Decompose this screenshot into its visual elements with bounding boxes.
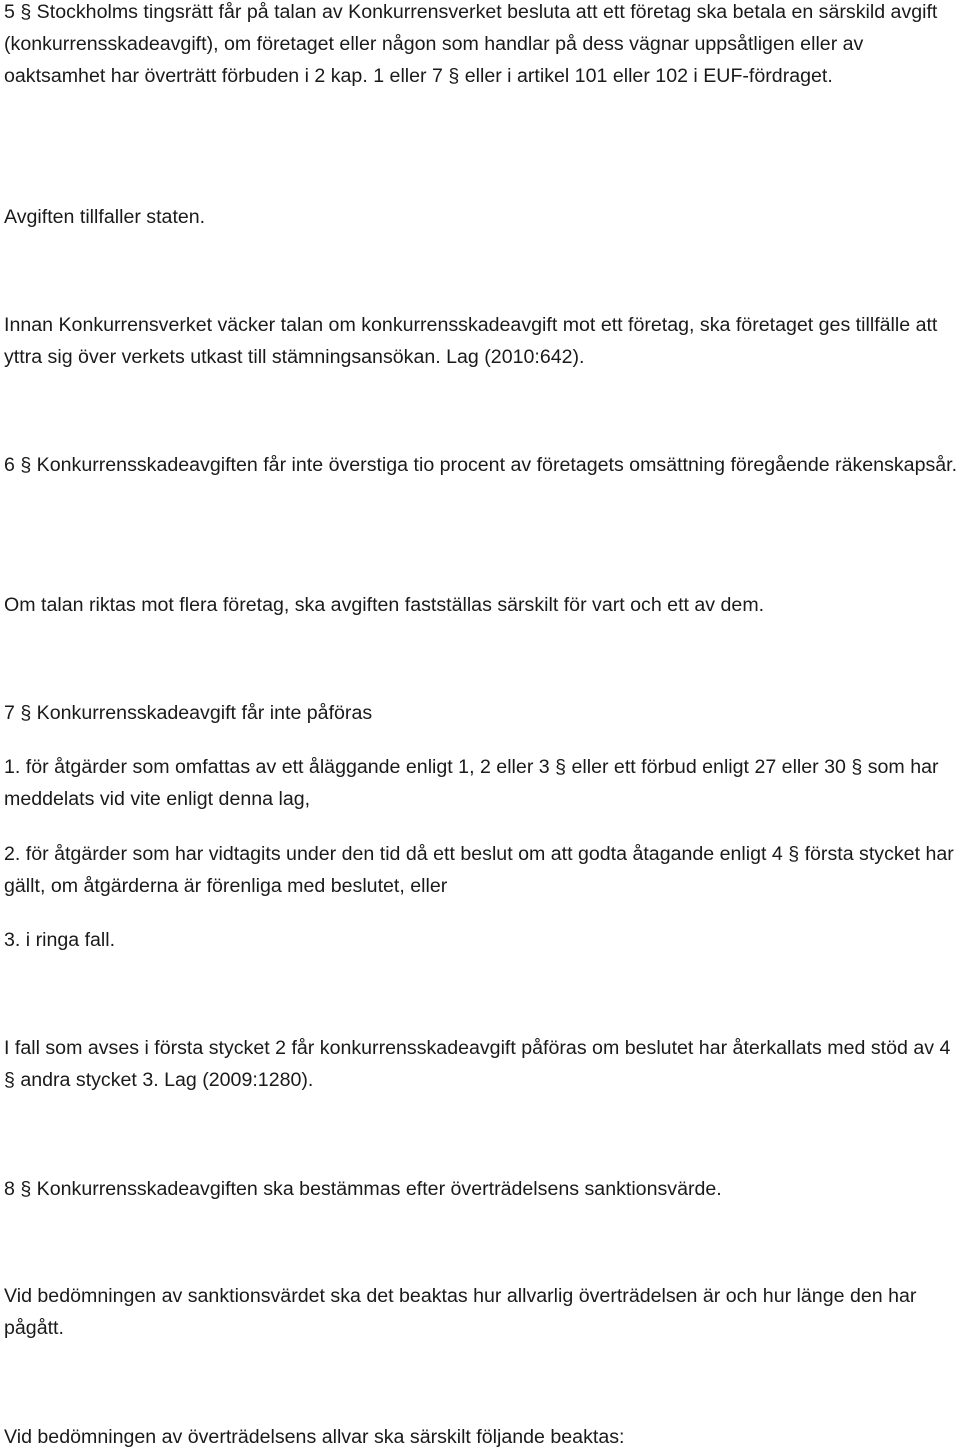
paragraph-section-6: 6 § Konkurrensskadeavgiften får inte överstiga tio procent av företagets omsättning föregående räkenskapsår.	[4, 454, 958, 476]
paragraph-bedomning-allvar: Vid bedömningen av överträdelsens allvar ska särskilt följande beaktas:	[4, 1426, 625, 1448]
list-item-2: 2. för åtgärder som har vidtagits under den tid då ett beslut om att godta åtagande enligt 4 § första stycket har gällt, om åtgärderna är förenliga med beslutet, eller	[4, 843, 954, 897]
list-item-3: 3. i ringa fall.	[4, 929, 116, 951]
paragraph-section-8: 8 § Konkurrensskadeavgiften ska bestämmas efter överträdelsens sanktionsvärde.	[4, 1178, 722, 1200]
paragraph-innan-talan: Innan Konkurrensverket väcker talan om konkurrensskadeavgift mot ett företag, ska företaget ges tillfälle att yttra sig över verkets utkast till stämningsansökan. Lag (2010:642).	[4, 314, 938, 368]
paragraph-section-7: 7 § Konkurrensskadeavgift får inte påföras	[4, 702, 373, 724]
paragraph-bedomning-sanktionsvarde: Vid bedömningen av sanktionsvärdet ska det beaktas hur allvarlig överträdelsen är och hur länge den har pågått.	[4, 1285, 917, 1339]
paragraph-flera-foretag: Om talan riktas mot flera företag, ska avgiften fastställas särskilt för vart och ett av dem.	[4, 594, 765, 616]
paragraph-section-5: 5 § Stockholms tingsrätt får på talan av Konkurrensverket besluta att ett företag ska betala en särskild avgift (konkurrensskadeavgift), om företaget eller någon som handlar på dess vägnar uppsåtligen eller av oaktsamhet har överträtt förbuden i 2 kap. 1 eller 7 § eller i artikel 101 eller 102 i EUF-fördraget.	[4, 1, 938, 87]
paragraph-avgift-staten: Avgiften tillfaller staten.	[4, 206, 206, 228]
list-item-1: 1. för åtgärder som omfattas av ett åläggande enligt 1, 2 eller 3 § eller ett förbud enligt 27 eller 30 § som har meddelats vid vite enligt denna lag,	[4, 756, 939, 810]
paragraph-i-fall: I fall som avses i första stycket 2 får konkurrensskadeavgift påföras om beslutet har återkallats med stöd av 4 § andra stycket 3. Lag (2009:1280).	[4, 1037, 951, 1091]
